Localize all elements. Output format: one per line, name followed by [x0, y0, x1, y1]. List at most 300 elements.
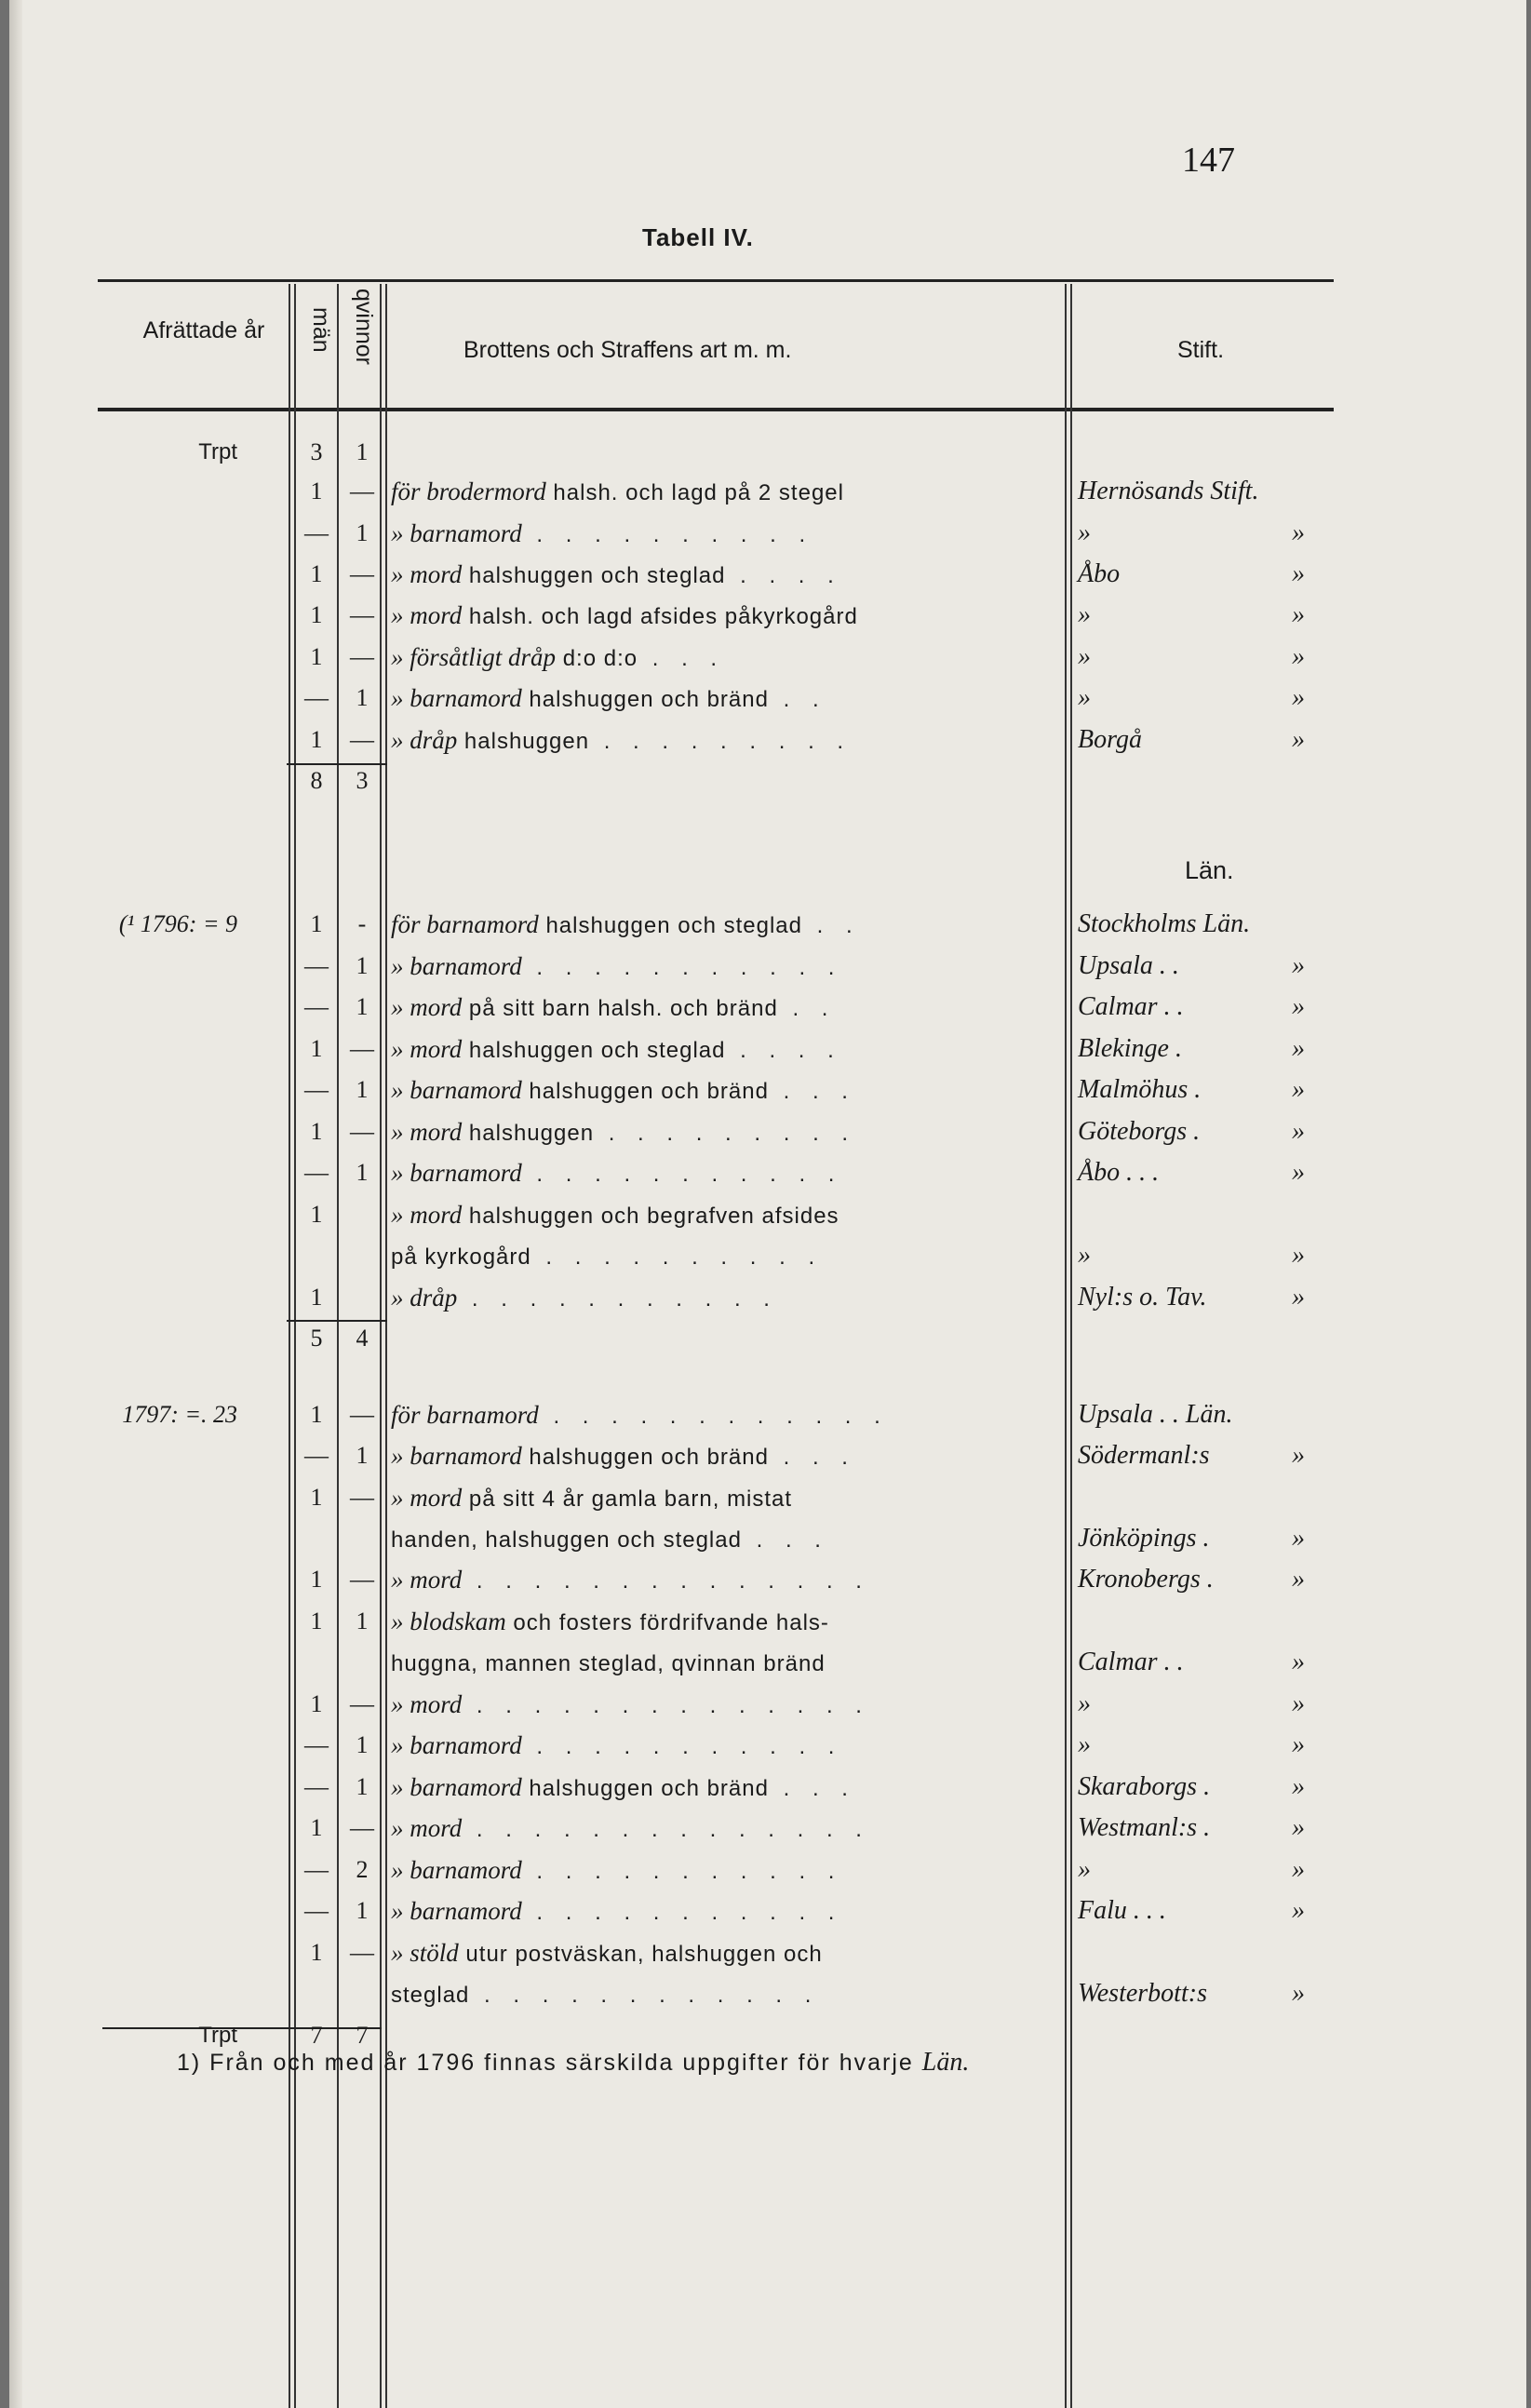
row-crime-emphasis: » dråp — [391, 726, 458, 754]
row-region-name: Nyl:s o. Tav. — [1078, 1283, 1207, 1312]
table-row — [9, 903, 1526, 946]
row-crime-emphasis: » barnamord — [391, 1856, 522, 1884]
row-region-ditto: » — [1292, 1979, 1305, 2008]
row-region-name: » — [1078, 1730, 1091, 1759]
row-men-count: 1 — [310, 1484, 323, 1511]
row-leader-dots: . . . . — [725, 563, 842, 588]
row-leader-dots: . . — [777, 996, 837, 1021]
row-region-name: » — [1078, 1241, 1091, 1270]
row-leader-dots: . . . . . . . . . . . . . . — [462, 1568, 870, 1594]
row-men-count: — — [304, 1442, 329, 1469]
row-crime-text: halsh. och lagd afsides påkyrkogård — [462, 604, 858, 629]
row-region-ditto: » — [1292, 1524, 1305, 1553]
row-women-count: — — [350, 1690, 374, 1717]
row-crime-description — [391, 1151, 1063, 1196]
page-number: 147 — [1182, 141, 1235, 180]
row-crime-emphasis: » barnamord — [391, 1773, 522, 1801]
row-region — [1078, 1028, 1348, 1070]
table-row — [9, 1517, 1526, 1560]
row-leader-dots: . . . . . . . . . . . . — [469, 1983, 820, 2008]
row-region-name: Falu . . . — [1078, 1896, 1166, 1925]
row-region — [1078, 1766, 1348, 1809]
row-leader-dots: . . . . . . . . . . . — [521, 1859, 843, 1884]
row-region — [1078, 1972, 1348, 2015]
row-region-ditto: » — [1292, 559, 1305, 588]
table-row — [9, 431, 1526, 474]
header-year: Afrättade år — [142, 317, 265, 343]
row-crime-emphasis: » barnamord — [391, 1442, 522, 1470]
row-crime-description — [391, 677, 1063, 721]
row-leader-dots: . . . . . . . . . . . — [521, 1162, 843, 1187]
row-region-ditto: » — [1292, 1855, 1305, 1884]
row-region-ditto: » — [1292, 1730, 1305, 1759]
row-region — [1078, 1890, 1348, 1932]
row-region-ditto: » — [1292, 1565, 1305, 1594]
row-crime-text: halshuggen och steglad — [462, 563, 726, 588]
row-region — [1078, 903, 1348, 946]
row-crime-description — [391, 1683, 1063, 1728]
row-men-count: 1 — [310, 1939, 323, 1966]
header-men: män — [308, 307, 334, 353]
table-row — [9, 1028, 1526, 1070]
scanned-page — [9, 0, 1526, 2408]
row-men-count: 1 — [310, 1566, 323, 1593]
row-region-ditto: » — [1292, 992, 1305, 1021]
section-lan-heading: Län. — [1185, 856, 1234, 884]
row-region — [1078, 1683, 1348, 1726]
row-crime-description — [391, 1558, 1063, 1603]
row-region-name: » — [1078, 642, 1091, 671]
row-region-name: Hernösands Stift. — [1078, 477, 1259, 505]
table-row — [9, 677, 1526, 720]
table-row — [9, 986, 1526, 1029]
row-crime-emphasis: » mord — [391, 993, 463, 1021]
row-crime-description — [391, 945, 1063, 989]
row-region-ditto: » — [1292, 1075, 1305, 1104]
table-row — [9, 1476, 1526, 1519]
row-women-count: — — [350, 1814, 374, 1841]
row-men-count: 1 — [310, 560, 323, 587]
row-region — [1078, 1558, 1348, 1601]
row-women-count: 1 — [356, 1076, 369, 1103]
row-crime-description — [391, 1276, 1063, 1321]
row-crime-description — [391, 1972, 1063, 2017]
row-men-count: — — [304, 1897, 329, 1924]
row-crime-text: på sitt barn halsh. och bränd — [462, 996, 778, 1021]
row-region-ditto: » — [1292, 1241, 1305, 1270]
row-men-count: 1 — [310, 1201, 323, 1228]
row-men-count: — — [304, 1731, 329, 1758]
row-crime-emphasis: » barnamord — [391, 952, 522, 980]
row-region — [1078, 1110, 1348, 1153]
footnote — [177, 2048, 969, 2078]
row-region — [1078, 1151, 1348, 1194]
row-region-name: Jönköpings . — [1078, 1524, 1210, 1553]
row-leader-dots: . . . . . . . . . — [594, 1121, 857, 1146]
row-crime-emphasis: » försåtligt dråp — [391, 643, 557, 671]
row-women-count: 1 — [356, 1731, 369, 1758]
row-men-count: 5 — [310, 1325, 323, 1352]
row-region-name: Malmöhus . — [1078, 1075, 1202, 1104]
row-men-count: — — [304, 684, 329, 711]
row-region-ditto: » — [1292, 725, 1305, 754]
row-crime-text: halshuggen och bränd — [521, 1079, 769, 1104]
row-crime-text: d:o d:o — [556, 646, 638, 671]
row-region — [1078, 986, 1348, 1029]
row-crime-emphasis: » barnamord — [391, 1897, 522, 1925]
table-row — [9, 1724, 1526, 1767]
row-region-ditto: » — [1292, 518, 1305, 547]
footnote-text: 1) Från och med år 1796 finnas särskilda uppgifter för hvarje — [177, 2050, 914, 2076]
row-leader-dots: . . . — [768, 1079, 856, 1104]
row-leader-dots: . . . — [768, 1445, 856, 1470]
table-title: Tabell IV. — [642, 223, 754, 251]
row-women-count: 1 — [356, 438, 369, 465]
row-women-count: 1 — [356, 1608, 369, 1634]
table-row — [9, 1683, 1526, 1726]
row-crime-emphasis: för barnamord — [391, 910, 539, 938]
row-region-ditto: » — [1292, 600, 1305, 629]
table-row — [9, 719, 1526, 761]
table-row — [9, 1069, 1526, 1111]
row-crime-description — [391, 1849, 1063, 1893]
row-region-ditto: » — [1292, 642, 1305, 671]
row-crime-text: halshuggen och bränd — [521, 1445, 769, 1470]
row-region-name: » — [1078, 600, 1091, 629]
row-region-ditto: » — [1292, 683, 1305, 712]
row-crime-description — [391, 636, 1063, 680]
row-crime-emphasis: » mord — [391, 1690, 463, 1718]
row-region-name: Westmanl:s . — [1078, 1813, 1211, 1842]
row-crime-emphasis: » blodskam — [391, 1608, 506, 1635]
table-row — [9, 1234, 1526, 1277]
row-crime-emphasis: » barnamord — [391, 1076, 522, 1104]
row-year: 1797: =. 23 — [122, 1401, 237, 1428]
row-region-ditto: » — [1292, 1689, 1305, 1718]
row-crime-text: huggna, mannen steglad, qvinnan bränd — [391, 1651, 826, 1676]
table-row — [9, 1393, 1526, 1436]
row-crime-description — [391, 1110, 1063, 1155]
row-crime-emphasis: » barnamord — [391, 1731, 522, 1759]
row-men-count: — — [304, 993, 329, 1020]
row-crime-description — [391, 1193, 1063, 1238]
row-crime-emphasis: för barnamord — [391, 1401, 539, 1429]
row-women-count: - — [357, 910, 367, 937]
table-row — [9, 636, 1526, 679]
row-region — [1078, 470, 1348, 513]
row-year: Trpt — [198, 2023, 237, 2048]
row-crime-text: halsh. och lagd på 2 stegel — [545, 480, 844, 505]
row-crime-description — [391, 1807, 1063, 1851]
row-crime-text: på kyrkogård — [391, 1244, 531, 1270]
row-crime-emphasis: » mord — [391, 560, 463, 588]
row-women-count: — — [350, 1484, 374, 1511]
row-crime-emphasis: » mord — [391, 1118, 463, 1146]
row-region — [1078, 512, 1348, 555]
row-region — [1078, 1434, 1348, 1477]
row-crime-emphasis: » mord — [391, 1201, 463, 1229]
row-crime-text: på sitt 4 år gamla barn, mistat — [462, 1487, 793, 1512]
row-men-count: 3 — [310, 438, 323, 465]
row-region-ditto: » — [1292, 951, 1305, 980]
row-men-count: 8 — [310, 767, 323, 794]
table-row — [9, 1641, 1526, 1684]
row-men-count: 1 — [310, 726, 323, 753]
row-region-ditto: » — [1292, 1772, 1305, 1801]
row-men-count: — — [304, 1856, 329, 1883]
row-region — [1078, 1517, 1348, 1560]
row-women-count: — — [350, 1035, 374, 1062]
row-men-count: — — [304, 1076, 329, 1103]
row-region-ditto: » — [1292, 1648, 1305, 1676]
row-crime-description — [391, 470, 1063, 515]
header-bottom-rule — [98, 408, 1334, 411]
row-region — [1078, 1849, 1348, 1891]
row-crime-description — [391, 1641, 1063, 1686]
row-crime-emphasis: » mord — [391, 1566, 463, 1594]
row-men-count: 1 — [310, 1608, 323, 1634]
row-region-ditto: » — [1292, 1441, 1305, 1470]
row-crime-description — [391, 903, 1063, 948]
row-crime-emphasis: » barnamord — [391, 684, 522, 712]
table-row — [9, 470, 1526, 513]
row-region-ditto: » — [1292, 1158, 1305, 1187]
row-crime-text: halshuggen och bränd — [521, 687, 769, 712]
header-region: Stift. — [1177, 337, 1225, 363]
row-women-count: 1 — [356, 519, 369, 546]
row-men-count: 1 — [310, 910, 323, 937]
row-crime-text: halshuggen och begrafven afsides — [462, 1204, 839, 1229]
row-crime-emphasis: » dråp — [391, 1284, 458, 1312]
row-crime-description — [391, 986, 1063, 1030]
table-row — [9, 1193, 1526, 1236]
row-region — [1078, 1807, 1348, 1850]
row-crime-description — [391, 1393, 1063, 1438]
row-women-count: 7 — [356, 2022, 369, 2049]
row-women-count: — — [350, 1566, 374, 1593]
row-crime-text: steglad — [391, 1983, 470, 2008]
row-crime-description — [391, 1766, 1063, 1810]
table-row — [9, 1600, 1526, 1643]
row-men-count: 1 — [310, 601, 323, 628]
row-women-count: — — [350, 726, 374, 753]
row-region-name: Upsala . . — [1078, 951, 1179, 980]
row-region-name: » — [1078, 683, 1091, 712]
row-crime-text: och fosters fördrifvande hals- — [505, 1610, 829, 1635]
row-women-count: — — [350, 1118, 374, 1145]
row-region — [1078, 1641, 1348, 1684]
header-crime: Brottens och Straffens art m. m. — [463, 337, 792, 363]
row-men-count: 7 — [310, 2022, 323, 2049]
row-region-name: Åbo — [1078, 559, 1121, 588]
row-leader-dots: . . . . . . . . . . . — [521, 1900, 843, 1925]
row-crime-description — [391, 1931, 1063, 1976]
table-row — [9, 760, 1526, 802]
table-row — [9, 1110, 1526, 1153]
row-crime-text: utur postväskan, halshuggen och — [458, 1942, 823, 1967]
row-men-count: 1 — [310, 478, 323, 504]
row-region — [1078, 1276, 1348, 1319]
row-leader-dots: . . . . . . . . . . . — [457, 1286, 778, 1312]
table-row — [9, 1807, 1526, 1850]
row-region-ditto: » — [1292, 1117, 1305, 1146]
table-row — [9, 1317, 1526, 1360]
table-row — [9, 512, 1526, 555]
table-row — [9, 1890, 1526, 1932]
row-leader-dots: . . — [801, 913, 861, 938]
row-men-count: — — [304, 1773, 329, 1800]
header-women: qvinnor — [351, 289, 377, 365]
row-region-name: Borgå — [1078, 725, 1142, 754]
row-region — [1078, 553, 1348, 596]
row-region — [1078, 1069, 1348, 1111]
row-men-count: 1 — [310, 1035, 323, 1062]
row-region — [1078, 719, 1348, 761]
row-crime-description — [391, 1890, 1063, 1934]
row-women-count: — — [350, 643, 374, 670]
row-leader-dots: . . . . . . . . . — [589, 729, 853, 754]
row-crime-description — [391, 1476, 1063, 1521]
row-crime-text: halshuggen — [462, 1121, 595, 1146]
table-row — [9, 1931, 1526, 1974]
row-region-name: Södermanl:s — [1078, 1441, 1210, 1470]
row-men-count: 1 — [310, 1284, 323, 1311]
row-leader-dots: . . . . . . . . . . . . . . — [462, 1817, 870, 1842]
row-crime-emphasis: » mord — [391, 1035, 463, 1063]
table-row — [9, 1972, 1526, 2015]
row-crime-emphasis: » mord — [391, 1484, 463, 1512]
row-region-ditto: » — [1292, 1283, 1305, 1312]
row-leader-dots: . . . . . . . . . . . — [521, 955, 843, 980]
row-region-name: Calmar . . — [1078, 1648, 1184, 1676]
row-region — [1078, 1234, 1348, 1277]
row-men-count: — — [304, 519, 329, 546]
row-women-count: 1 — [356, 993, 369, 1020]
row-region-name: » — [1078, 1689, 1091, 1718]
row-women-count: 1 — [356, 1442, 369, 1469]
row-crime-description — [391, 1069, 1063, 1113]
row-crime-text: halshuggen och bränd — [521, 1776, 769, 1801]
row-men-count: 1 — [310, 1814, 323, 1841]
row-crime-emphasis: » mord — [391, 601, 463, 629]
row-region-name: Upsala . . Län. — [1078, 1400, 1233, 1429]
row-crime-description — [391, 1517, 1063, 1562]
row-women-count: 1 — [356, 1159, 369, 1186]
row-region-ditto: » — [1292, 1896, 1305, 1925]
table-row — [9, 1558, 1526, 1601]
row-region-name: Göteborgs . — [1078, 1117, 1201, 1146]
row-crime-description — [391, 553, 1063, 598]
row-women-count: 1 — [356, 1773, 369, 1800]
row-region-name: Stockholms Län. — [1078, 909, 1251, 938]
table-row — [9, 553, 1526, 596]
row-crime-emphasis: för brodermord — [391, 478, 546, 505]
row-women-count: 2 — [356, 1856, 369, 1883]
table-row — [9, 1849, 1526, 1891]
row-year: Trpt — [198, 439, 237, 464]
row-region — [1078, 945, 1348, 988]
table-row — [9, 1766, 1526, 1809]
row-region-name: » — [1078, 1855, 1091, 1884]
row-region — [1078, 677, 1348, 720]
row-leader-dots: . . . . . . . . . . . — [521, 1734, 843, 1759]
row-women-count: 1 — [356, 684, 369, 711]
row-crime-description — [391, 512, 1063, 557]
row-crime-description — [391, 1434, 1063, 1479]
row-crime-emphasis: » stöld — [391, 1939, 459, 1967]
table-row — [9, 594, 1526, 637]
row-women-count: — — [350, 601, 374, 628]
row-leader-dots: . . . — [741, 1527, 829, 1553]
row-women-count: — — [350, 560, 374, 587]
row-women-count: — — [350, 1939, 374, 1966]
row-women-count: — — [350, 478, 374, 504]
footnote-emphasis: Län. — [921, 2048, 970, 2077]
row-women-count: 1 — [356, 1897, 369, 1924]
row-region-name: Blekinge . — [1078, 1034, 1182, 1063]
row-crime-emphasis: » barnamord — [391, 1159, 522, 1187]
row-men-count: 1 — [310, 1118, 323, 1145]
row-crime-text: halshuggen — [457, 729, 590, 754]
row-men-count: 1 — [310, 643, 323, 670]
row-leader-dots: . . . — [638, 646, 726, 671]
row-leader-dots: . . . . . . . . . . . . — [538, 1404, 889, 1429]
row-region — [1078, 594, 1348, 637]
row-region-name: Skaraborgs . — [1078, 1772, 1211, 1801]
row-men-count: 1 — [310, 1690, 323, 1717]
row-women-count: 1 — [356, 952, 369, 979]
row-women-count: — — [350, 1401, 374, 1428]
row-crime-text: handen, halshuggen och steglad — [391, 1527, 742, 1553]
row-men-count: — — [304, 952, 329, 979]
row-year: (¹ 1796: = 9 — [118, 910, 237, 937]
row-leader-dots: . . . . . . . . . . — [521, 522, 814, 547]
row-leader-dots: . . . . — [725, 1038, 842, 1063]
row-leader-dots: . . — [768, 687, 827, 712]
row-crime-emphasis: » barnamord — [391, 519, 522, 547]
row-region-ditto: » — [1292, 1813, 1305, 1842]
table-row — [9, 1434, 1526, 1477]
row-region-name: Kronobergs . — [1078, 1565, 1214, 1594]
row-leader-dots: . . . . . . . . . . — [530, 1244, 824, 1270]
table-row — [9, 1276, 1526, 1319]
row-crime-description — [391, 719, 1063, 763]
row-leader-dots: . . . . . . . . . . . . . . — [462, 1693, 870, 1718]
row-region-name: Åbo . . . — [1078, 1158, 1160, 1187]
row-women-count: 4 — [356, 1325, 369, 1352]
row-region-ditto: » — [1292, 1034, 1305, 1063]
row-region-name: Calmar . . — [1078, 992, 1184, 1021]
row-men-count: 1 — [310, 1401, 323, 1428]
row-women-count: 3 — [356, 767, 369, 794]
row-crime-description — [391, 1028, 1063, 1072]
table-row — [9, 945, 1526, 988]
row-crime-text: halshuggen och steglad — [538, 913, 802, 938]
row-region-name: » — [1078, 518, 1091, 547]
header-top-rule — [98, 279, 1334, 282]
row-men-count: — — [304, 1159, 329, 1186]
row-crime-emphasis: » mord — [391, 1814, 463, 1842]
row-leader-dots: . . . — [768, 1776, 856, 1801]
row-region — [1078, 1724, 1348, 1767]
row-crime-description — [391, 1234, 1063, 1279]
row-crime-description — [391, 594, 1063, 639]
row-crime-description — [391, 1724, 1063, 1769]
row-crime-text: halshuggen och steglad — [462, 1038, 726, 1063]
row-region-name: Westerbott:s — [1078, 1979, 1207, 2008]
table-row — [9, 1151, 1526, 1194]
row-region — [1078, 636, 1348, 679]
